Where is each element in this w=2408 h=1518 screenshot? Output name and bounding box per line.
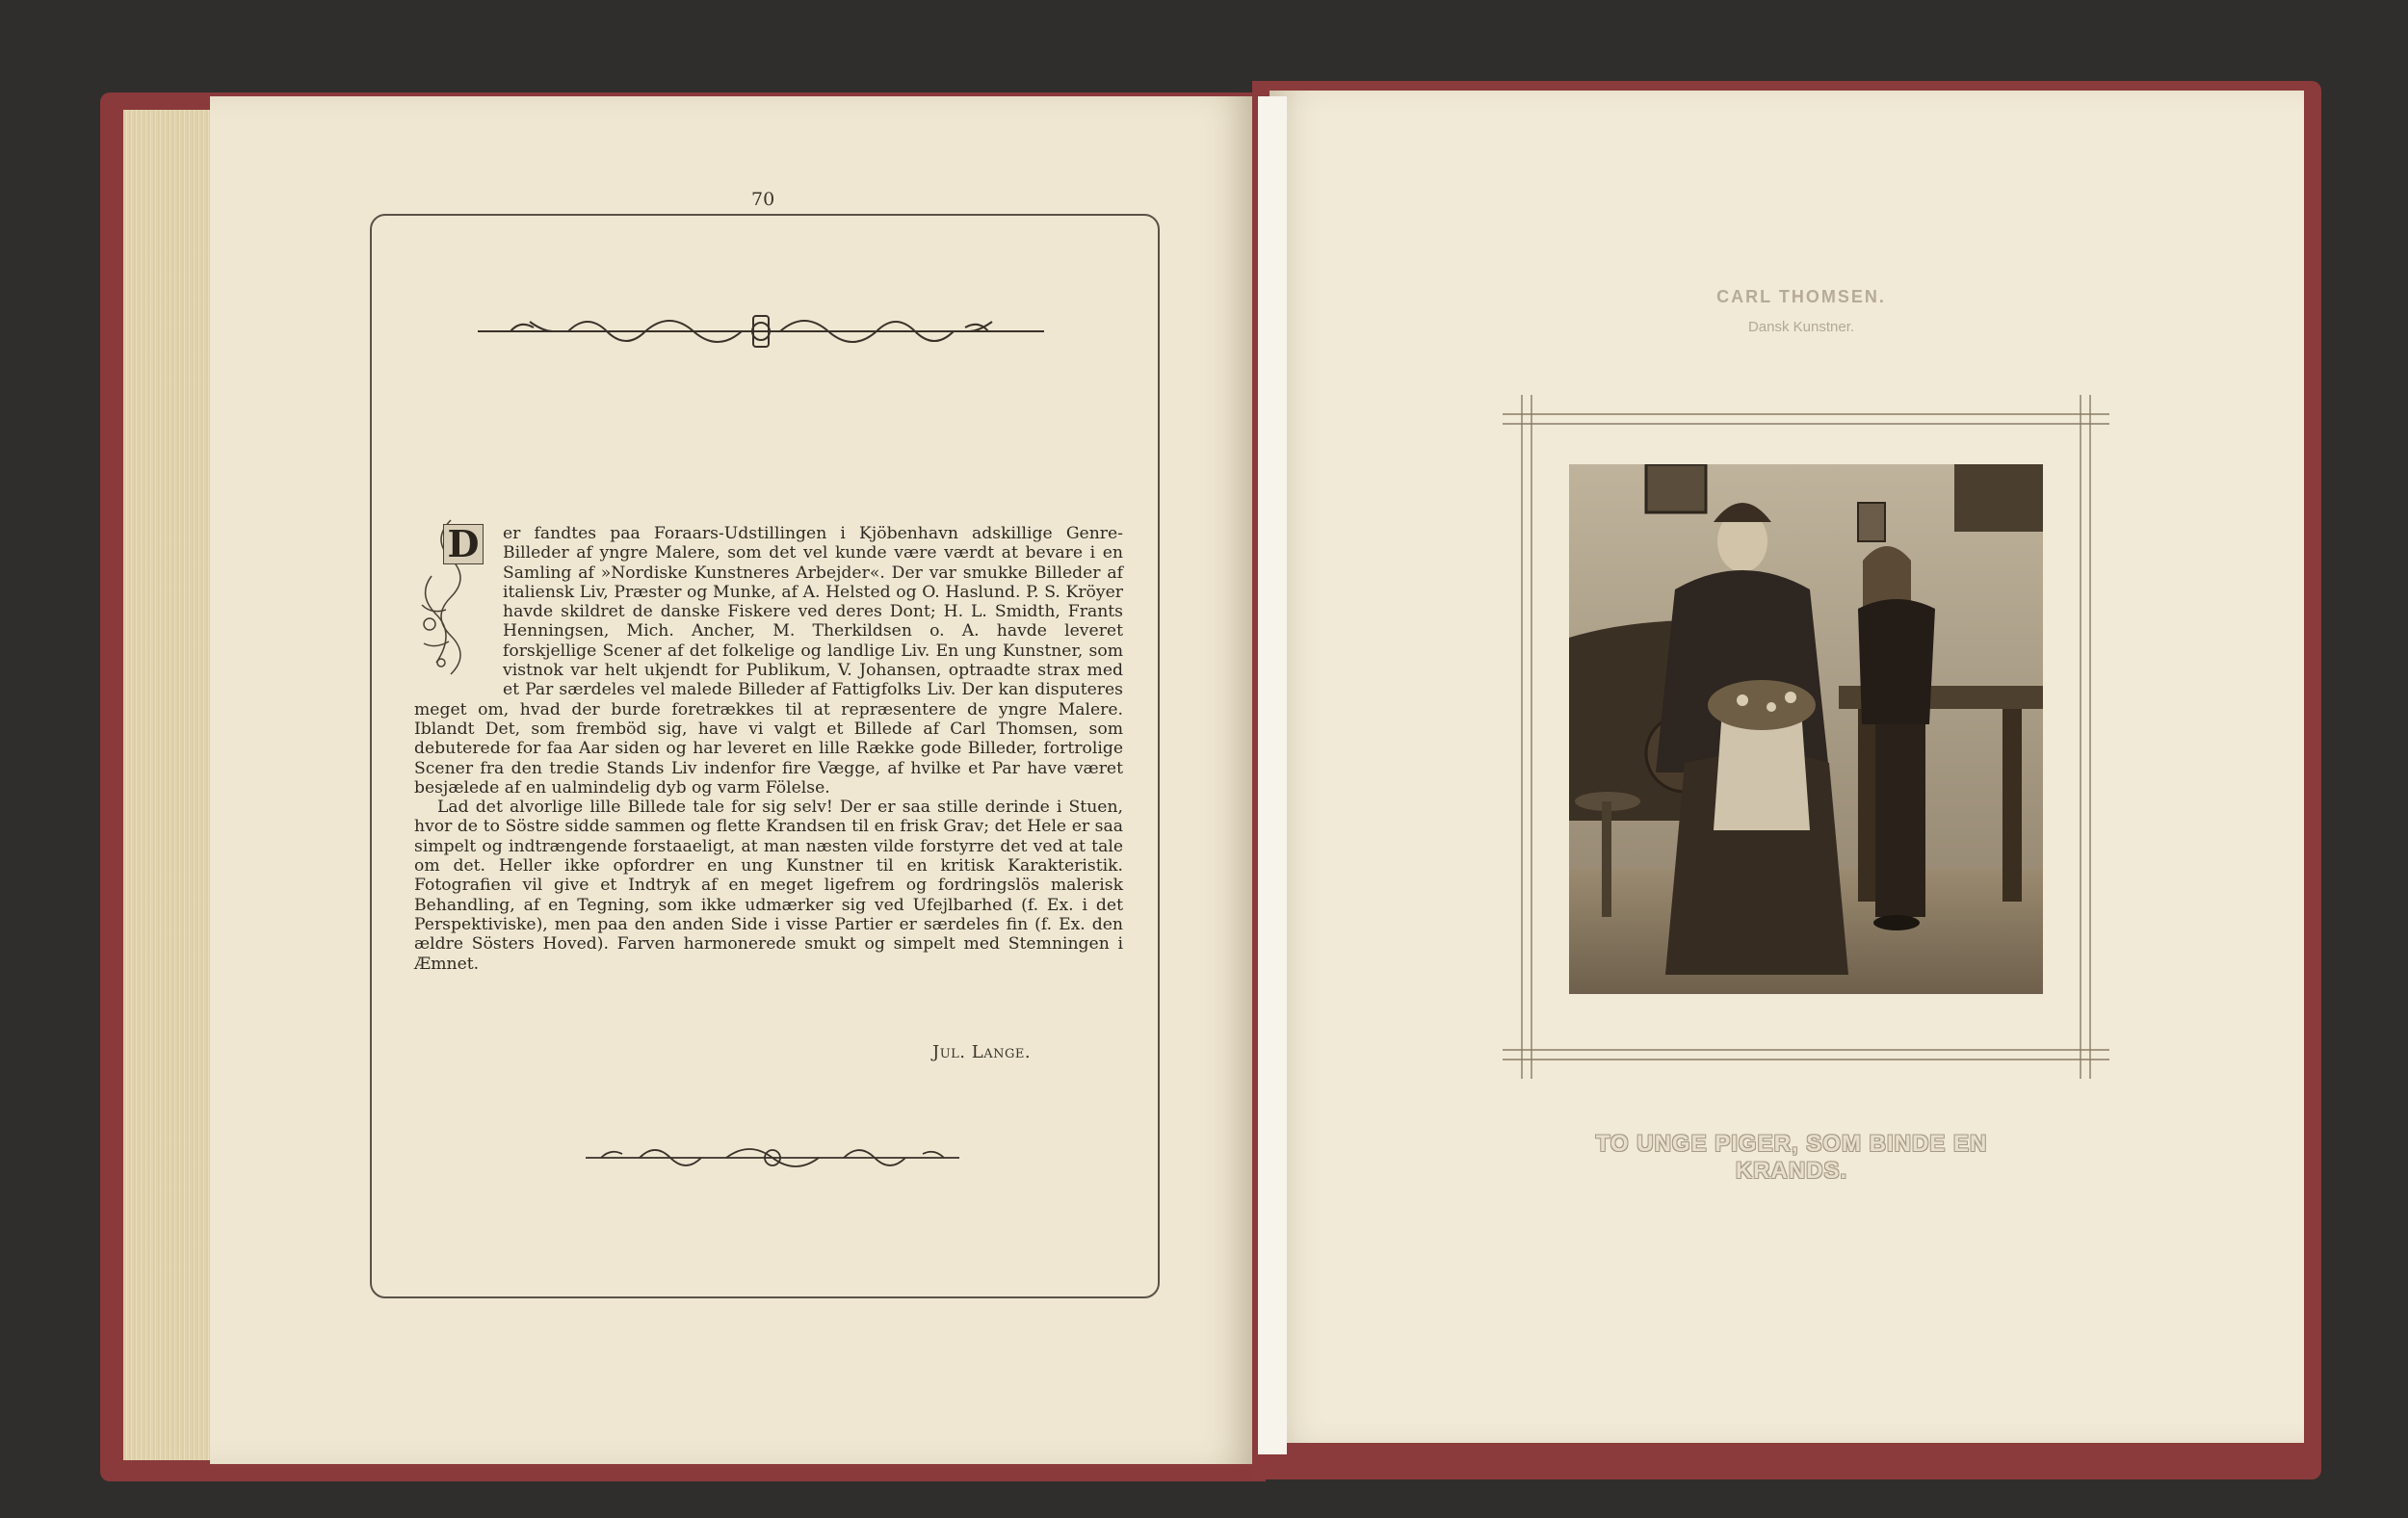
top-ornament-icon (472, 308, 1050, 354)
plate-caption: TO UNGE PIGER, SOM BINDE EN KRANDS. (1595, 1131, 1988, 1184)
author-signature: Jul. Lange. (932, 1042, 1032, 1062)
two-girls-photo-icon (1569, 464, 2043, 994)
artist-name: CARL THOMSEN. (1716, 287, 1886, 306)
dropcap-letter: D (443, 524, 484, 564)
artist-subtitle: Dansk Kunstner. (1747, 319, 1855, 335)
article-text (414, 524, 1123, 974)
paragraph-1: er fandtes paa Foraars-Udstillingen i Kjöbenhavn adskillige Genre-Billeder af yngre Malere, som det vel kunde være værdt at bevare i en Samling af »Nordiske Kunstneres Arbejder«. Der var smukke Billeder af italiensk Liv, Præster og Munke, af A. Helsted og O. Haslund. P. S. Kröyer havde skildret de danske Fiskere ved deres Dont; H. L. Smidth, Frants Henningsen, Mich. Ancher, M. Therkildsen o. A. havde leveret forskjellige Scener af det folkelige og landlige Liv. En ung Kunstner, som vistnok var helt ukjendt for Publikum, V. Johansen, optraadte strax med et Par særdeles vel malede Billeder af Fattigfolks Liv. Der kan disputeres meget om, hvad der burde foretrækkes til at repræsentere de yngre Malere. Iblandt Det, som fremböd sig, have vi valgt et Billede af Carl Thomsen, som debuterede for faa Aar siden og har leveret en lille Række gode Billeder, fortrolige Scener fra den tredie Stands Liv indenfor fire Vægge, af hvilke et Par have været besjælede af en ualmindelig dyb og varm Fölelse. (414, 524, 1123, 798)
dropcap-ornament (412, 518, 495, 692)
photograph (1569, 464, 2043, 994)
gutter (1258, 96, 1287, 1454)
paragraph-2: Lad det alvorlige lille Billede tale for sig selv! Der er saa stille derinde i Stuen, hvor de to Söstre sidde sammen og flette Krandsen til en frisk Grav; det Hele er saa simpelt og indtrængende forstaaeligt, at man næsten vilde forstyrre det ved at tale om det. Heller ikke opfordrer en ung Kunstner til en kritisk Karakteristik. Fotografien vil give et Indtryk af en meget ligefrem og fordringslös malerisk Behandling, af en Tegning, som ikke udmærker sig ved Ufejlbarhed (f. Ex. i det Perspektiviske), men paa den anden Side i visse Partier er særdeles fin (f. Ex. den ældre Sösters Hoved). Farven harmonerede smukt og simpelt med Stemningen i Æmnet. (414, 798, 1123, 974)
page-number: 70 (751, 189, 775, 210)
bottom-ornament-icon (582, 1138, 963, 1177)
